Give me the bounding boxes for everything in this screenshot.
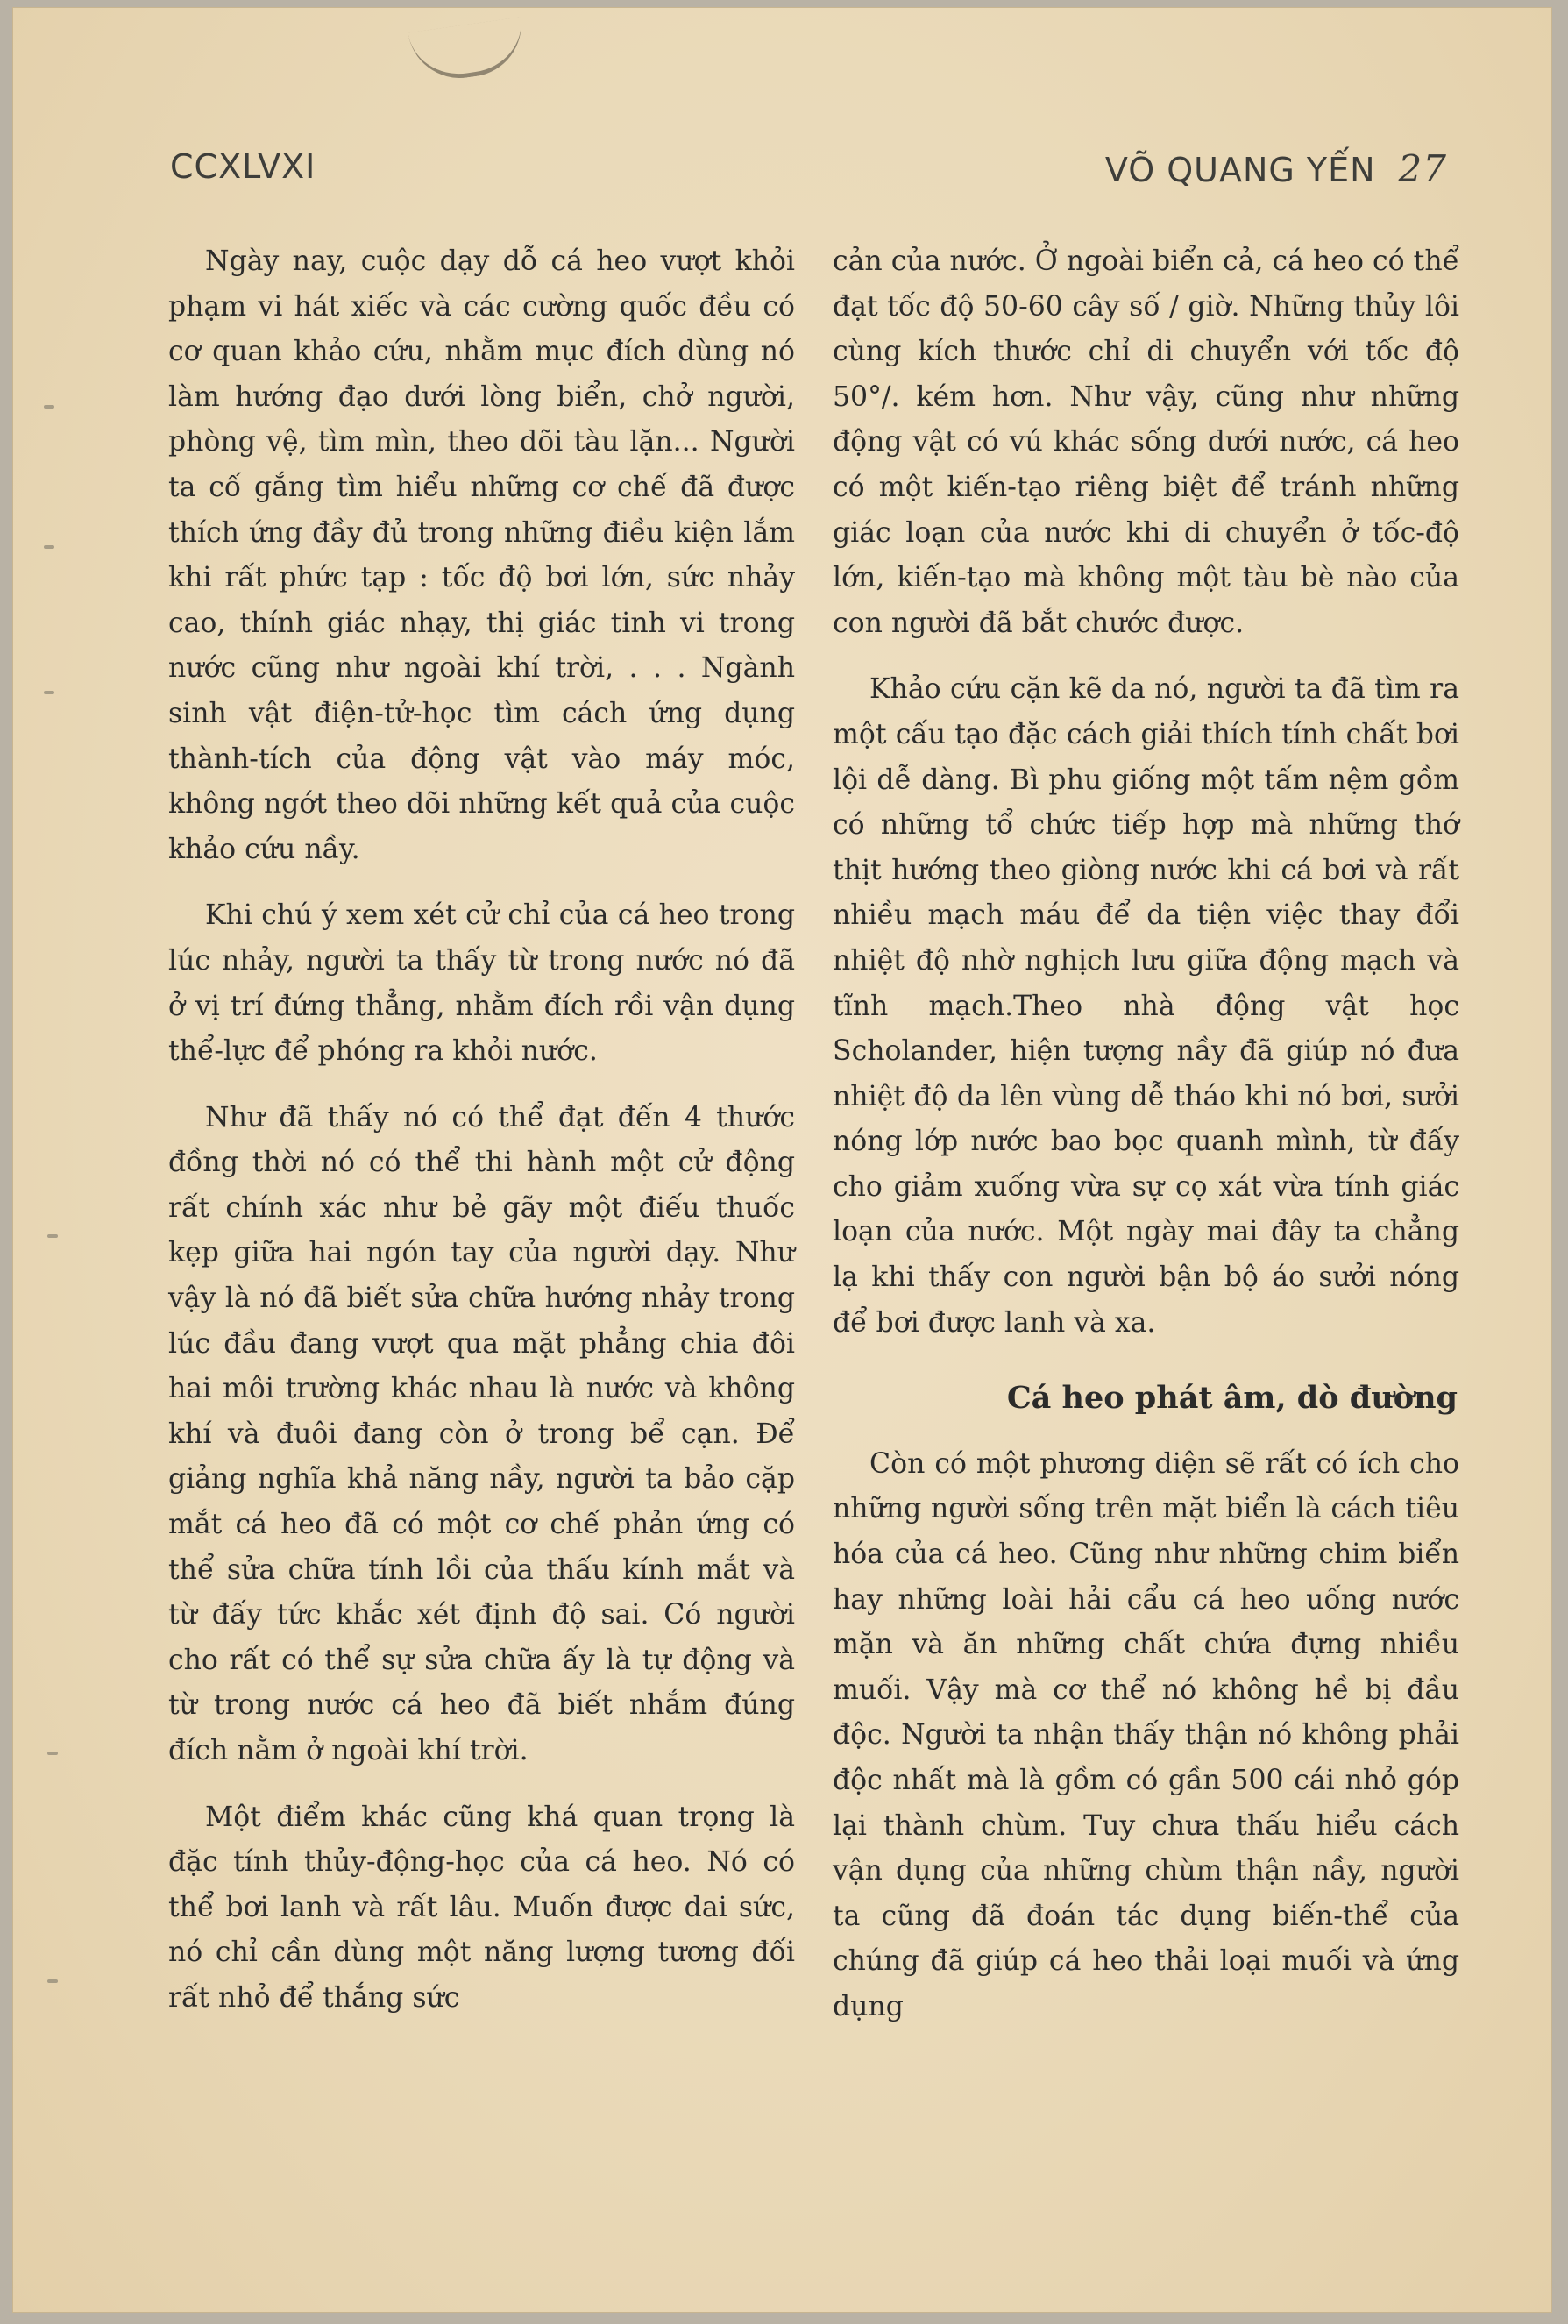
margin-mark (47, 1979, 58, 1983)
margin-mark (44, 691, 54, 694)
paragraph: Khi chú ý xem xét cử chỉ của cá heo trong lúc nhảy, người ta thấy từ trong nước nó đã ở vị trí đứng thẳng, nhằm đích rồi vận dụng thể-lực để phóng ra khỏi nước. (168, 899, 795, 1068)
section-number: CCXLVXI (170, 147, 316, 186)
margin-mark (44, 545, 54, 549)
right-column (833, 239, 1459, 2051)
paragraph: Ngày nay, cuộc dạy dỗ cá heo vượt khỏi phạm vi hát xiếc và các cường quốc đều có cơ quan khảo cứu, nhằm mục đích dùng nó làm hướng đạo dưới lòng biển, chở người, phòng vệ, tìm mìn, theo dõi tàu lặn... Người ta cố gắng tìm hiểu những cơ chế đã được thích ứng đầy đủ trong những điều kiện lắm khi rất phức tạp : tốc độ bơi lớn, sức nhảy cao, thính giác nhạy, thị giác tinh vi trong nước cũng như ngoài khí trời, . . . Ngành sinh vật điện-tử-học tìm cách ứng dụng thành-tích của động vật vào máy móc, không ngớt theo dõi những kết quả của cuộc khảo cứu nầy. (168, 245, 795, 865)
section-heading: Cá heo phát âm, dò đường (1006, 1380, 1458, 1417)
running-header (170, 147, 1447, 200)
left-column (168, 239, 795, 2043)
paragraph: Một điểm khác cũng khá quan trọng là đặc tính thủy-động-học của cá heo. Nó có thể bơi lanh và rất lâu. Muốn được dai sức, nó chỉ cần dùng một năng lượng tương đối rất nhỏ để thắng sức (168, 1801, 795, 2014)
header-right (1105, 147, 1447, 190)
paragraph: Khảo cứu cặn kẽ da nó, người ta đã tìm ra một cấu tạo đặc cách giải thích tính chất bơi lội dễ dàng. Bì phu giống một tấm nệm gồm có những tổ chức tiếp hợp mà những thớ thịt hướng theo giòng nước khi cá bơi và rất nhiều mạch máu để da tiện việc thay đổi nhiệt độ nhờ nghịch lưu giữa động mạch và tĩnh mạch.Theo nhà động vật học Scholander, hiện tượng nầy đã giúp nó đưa nhiệt độ da lên vùng dễ tháo khi nó bơi, sưởi nóng lớp nước bao bọc quanh mình, từ đấy cho giảm xuống vừa sự cọ xát vừa tính giác loạn của nước. Một ngày mai đây ta chẳng lạ khi thấy con người bận bộ áo sưởi nóng để bơi được lanh và xa. (833, 673, 1459, 1339)
page-number: 27 (1398, 147, 1447, 190)
margin-mark (47, 1752, 58, 1755)
margin-mark (47, 1234, 58, 1238)
paragraph: Như đã thấy nó có thể đạt đến 4 thước đồng thời nó có thể thi hành một cử động rất chính xác như bẻ gãy một điếu thuốc kẹp giữa hai ngón tay của người dạy. Như vậy là nó đã biết sửa chữa hướng nhảy trong lúc đầu đang vượt qua mặt phẳng chia đôi hai môi trường khác nhau là nước và không khí và đuôi đang còn ở trong bể cạn. Để giảng nghĩa khả năng nầy, người ta bảo cặp mắt cá heo đã có một cơ chế phản ứng có thể sửa chữa tính lồi của thấu kính mắt và từ đấy tức khắc xét định độ sai. Có người cho rất có thể sự sửa chữa ấy là tự động và từ trong nước cá heo đã biết nhắm đúng đích nằm ở ngoài khí trời. (168, 1101, 795, 1766)
book-page (12, 7, 1552, 2313)
author-name: VÕ QUANG YẾN (1104, 151, 1376, 189)
ink-mark (408, 17, 528, 85)
paragraph: cản của nước. Ở ngoài biển cả, cá heo có thể đạt tốc độ 50-60 cây số / giờ. Những thủy lôi cùng kích thước chỉ di chuyển với tốc độ 50°/. kém hơn. Như vậy, cũng như những động vật có vú khác sống dưới nước, cá heo có một kiến-tạo riêng biệt để tránh những giác loạn của nước khi di chuyển ở tốc-độ lớn, kiến-tạo mà không một tàu bè nào của con người đã bắt chước được. (833, 245, 1459, 639)
margin-mark (44, 405, 54, 409)
paragraph: Còn có một phương diện sẽ rất có ích cho những người sống trên mặt biển là cách tiêu hóa của cá heo. Cũng như những chim biển hay những loài hải cẩu cá heo uống nước mặn và ăn những chất chứa đựng nhiều muối. Vậy mà cơ thể nó không hề bị đầu độc. Người ta nhận thấy thận nó không phải độc nhất mà là gồm có gần 500 cái nhỏ góp lại thành chùm. Tuy chưa thấu hiểu cách vận dụng của những chùm thận nầy, người ta cũng đã đoán tác dụng biến-thể của chúng đã giúp cá heo thải loại muối và ứng dụng (833, 1447, 1459, 2022)
